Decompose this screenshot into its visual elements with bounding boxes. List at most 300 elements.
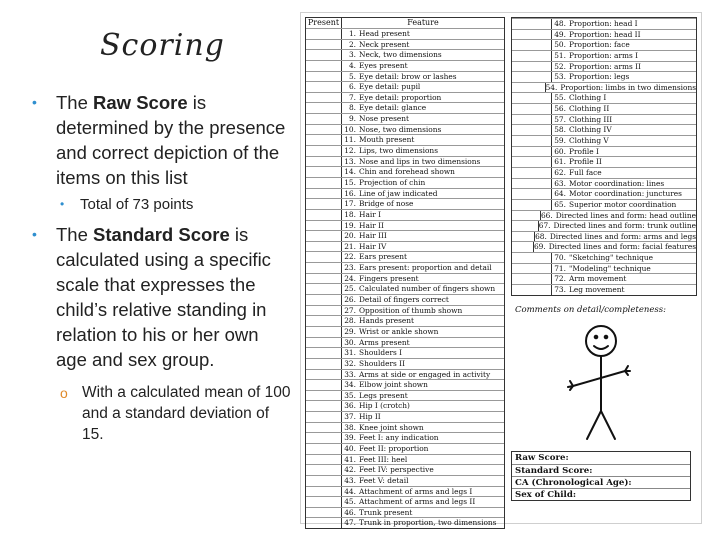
item-feature: Eye detail: brow or lashes	[359, 71, 457, 81]
present-cell	[512, 221, 539, 231]
present-cell	[306, 93, 342, 103]
table-row	[306, 209, 504, 220]
present-cell	[306, 465, 342, 475]
table-row	[512, 135, 696, 146]
item-number: 1.	[348, 29, 356, 38]
bullet-standard-score	[30, 222, 292, 372]
table-row	[306, 283, 504, 294]
present-cell	[512, 274, 552, 284]
item-feature: Nose present	[359, 114, 409, 124]
table-row	[512, 167, 696, 178]
scoring-table-image	[300, 12, 702, 528]
item-feature: Trunk in proportion, two dimensions	[359, 518, 497, 528]
item-number: 62.	[554, 167, 566, 177]
item-number: 48.	[554, 19, 566, 28]
item-number: 57.	[554, 114, 566, 124]
present-cell	[306, 316, 342, 326]
item-number: 18.	[344, 209, 356, 219]
item-feature: Directed lines and form: facial features	[548, 242, 696, 252]
item-feature: Proportion: arms I	[569, 50, 639, 60]
table-row	[306, 294, 504, 305]
header-present: Present	[306, 18, 342, 28]
present-cell	[306, 274, 342, 284]
item-number: 26.	[344, 295, 356, 305]
present-cell	[306, 146, 342, 156]
table-row	[512, 231, 696, 242]
present-cell	[306, 433, 342, 443]
table-row	[306, 305, 504, 316]
item-number: 27.	[344, 305, 356, 315]
item-number: 43.	[344, 475, 356, 485]
present-cell	[306, 178, 342, 188]
item-feature: Clothing III	[569, 114, 613, 124]
item-number: 30.	[344, 337, 356, 347]
item-number: 50.	[554, 40, 566, 50]
present-cell	[306, 263, 342, 273]
stick-figure-drawing	[563, 311, 653, 451]
bullet2-pre: The	[56, 224, 94, 245]
item-number: 11.	[344, 135, 356, 145]
table-row	[512, 178, 696, 189]
item-number: 56.	[554, 104, 566, 114]
present-cell	[306, 40, 342, 50]
item-feature: Proportion: legs	[569, 72, 630, 82]
item-feature: Hip I (crotch)	[359, 401, 410, 411]
item-number: 23.	[344, 263, 356, 273]
present-cell	[306, 295, 342, 305]
item-number: 49.	[554, 29, 566, 39]
table-row	[306, 166, 504, 177]
item-feature: Superior motor coordination	[569, 199, 677, 209]
table-row	[306, 315, 504, 326]
item-feature: Head present	[359, 29, 410, 38]
item-feature: Eye detail: proportion	[359, 92, 442, 102]
item-number: 36.	[344, 401, 356, 411]
item-feature: Eye detail: glance	[359, 103, 427, 113]
table-header	[306, 18, 504, 28]
bullet-dot-icon: •	[60, 197, 65, 211]
present-cell	[306, 167, 342, 177]
item-feature: Shoulders II	[359, 358, 406, 368]
table-row	[512, 263, 696, 274]
item-number: 7.	[348, 92, 356, 102]
present-cell	[512, 179, 552, 189]
table-row	[306, 71, 504, 82]
item-feature: Hip II	[359, 412, 381, 422]
table-row	[306, 273, 504, 284]
table-row	[512, 188, 696, 199]
slide-title: Scoring	[100, 28, 225, 63]
table-row	[306, 379, 504, 390]
item-number: 73.	[554, 285, 566, 295]
item-feature: Arm movement	[569, 274, 627, 284]
sub-bullet-total	[30, 194, 292, 216]
present-cell	[306, 518, 342, 528]
item-number: 68.	[535, 231, 547, 241]
present-cell	[512, 264, 552, 274]
item-feature: Feet V: detail	[359, 475, 409, 485]
present-cell	[306, 508, 342, 518]
table-row	[306, 517, 504, 528]
item-feature: Motor coordination: junctures	[569, 189, 682, 199]
table-row	[306, 443, 504, 454]
table-row	[512, 103, 696, 114]
table-row	[306, 198, 504, 209]
item-number: 34.	[344, 380, 356, 390]
item-number: 53.	[554, 72, 566, 82]
item-number: 64.	[554, 189, 566, 199]
present-cell	[512, 51, 552, 61]
table-row	[512, 273, 696, 284]
item-number: 60.	[554, 146, 566, 156]
item-feature: "Modeling" technique	[569, 263, 651, 273]
present-cell	[512, 93, 552, 103]
present-cell	[512, 157, 552, 167]
table-row	[306, 124, 504, 135]
present-cell	[512, 104, 552, 114]
item-number: 24.	[344, 273, 356, 283]
item-number: 4.	[348, 60, 356, 70]
item-feature: Trunk present	[359, 507, 413, 517]
item-feature: Chin and forehead shown	[359, 167, 455, 177]
table-row	[306, 251, 504, 262]
item-feature: Hair I	[359, 209, 382, 219]
present-cell	[306, 338, 342, 348]
present-cell	[306, 135, 342, 145]
item-number: 5.	[348, 71, 356, 81]
item-number: 35.	[344, 390, 356, 400]
present-cell	[512, 168, 552, 178]
item-feature: Directed lines and form: trunk outline	[553, 221, 696, 231]
present-cell	[306, 210, 342, 220]
present-cell	[512, 83, 546, 93]
item-number: 21.	[344, 241, 356, 251]
table-row	[306, 454, 504, 465]
item-feature: Hair IV	[359, 241, 387, 251]
bullet1-pre: The	[56, 92, 94, 113]
item-feature: Clothing IV	[569, 125, 612, 135]
item-number: 22.	[344, 252, 356, 262]
bullet1-post: is determined by the presence and correct depiction of the items on this list	[56, 92, 286, 188]
score-field-label: Sex of Child:	[512, 488, 690, 500]
item-feature: Feet I: any indication	[359, 433, 439, 443]
table-row	[306, 411, 504, 422]
table-row	[306, 230, 504, 241]
table-row	[306, 188, 504, 199]
bullet2-bold: Standard Score	[93, 224, 230, 245]
item-feature: "Sketching" technique	[569, 253, 654, 263]
item-number: 66.	[540, 210, 553, 220]
table-row	[512, 156, 696, 167]
item-number: 38.	[344, 422, 356, 432]
present-cell	[512, 30, 552, 40]
item-feature: Profile I	[569, 146, 599, 156]
table-row	[512, 252, 696, 263]
item-number: 41.	[344, 454, 356, 464]
table-row	[306, 400, 504, 411]
score-summary-box	[511, 451, 691, 501]
table-row	[306, 358, 504, 369]
score-field-label: CA (Chronological Age):	[512, 476, 690, 488]
table-row	[306, 432, 504, 443]
table-row	[512, 241, 696, 252]
features-table-left	[305, 17, 505, 529]
table-row	[306, 156, 504, 167]
table-row	[512, 29, 696, 40]
item-feature: Directed lines and form: head outline	[555, 210, 696, 220]
present-cell	[306, 252, 342, 262]
item-feature: Nose, two dimensions	[359, 124, 442, 134]
present-cell	[512, 115, 552, 125]
item-number: 42.	[344, 465, 356, 475]
present-cell	[512, 200, 552, 210]
item-number: 17.	[344, 199, 356, 209]
table-row	[306, 390, 504, 401]
bullet-list	[30, 90, 292, 445]
table-row	[306, 326, 504, 337]
table-row	[512, 92, 696, 103]
score-field-label: Raw Score:	[515, 453, 569, 463]
present-cell	[512, 242, 534, 252]
present-cell	[306, 72, 342, 82]
item-feature: Clothing V	[569, 136, 609, 146]
item-feature: Proportion: head I	[569, 19, 638, 28]
item-number: 9.	[348, 114, 356, 124]
present-cell	[512, 136, 552, 146]
present-cell	[306, 401, 342, 411]
present-cell	[512, 62, 552, 72]
item-number: 61.	[554, 157, 566, 167]
table-row	[512, 220, 696, 231]
present-cell	[306, 103, 342, 113]
item-feature: Profile II	[569, 157, 602, 167]
table-row	[306, 262, 504, 273]
table-row	[512, 18, 696, 29]
present-cell	[306, 29, 342, 39]
present-cell	[306, 221, 342, 231]
item-number: 52.	[554, 61, 566, 71]
item-number: 33.	[344, 369, 356, 379]
table-row	[512, 82, 696, 93]
item-feature: Hands present	[359, 316, 415, 326]
item-number: 69.	[533, 242, 546, 252]
item-number: 19.	[344, 220, 356, 230]
present-cell	[306, 306, 342, 316]
item-feature: Calculated number of fingers shown	[359, 284, 496, 294]
item-number: 58.	[554, 125, 566, 135]
table-row	[512, 210, 696, 221]
present-cell	[512, 147, 552, 157]
present-cell	[306, 50, 342, 60]
features-table-right	[511, 17, 697, 296]
present-cell	[306, 327, 342, 337]
score-field-label: Standard Score:	[512, 464, 690, 476]
item-number: 72.	[554, 274, 566, 284]
item-number: 63.	[554, 178, 566, 188]
item-feature: Opposition of thumb shown	[359, 305, 463, 315]
present-cell	[306, 82, 342, 92]
item-number: 40.	[344, 443, 356, 453]
present-cell	[306, 455, 342, 465]
table-row	[306, 422, 504, 433]
item-feature: Detail of fingers correct	[359, 295, 449, 305]
present-cell	[306, 497, 342, 507]
present-cell	[306, 359, 342, 369]
sub1-text: Total of 73 points	[80, 196, 194, 213]
item-feature: Neck present	[359, 39, 410, 49]
table-row	[512, 71, 696, 82]
present-cell	[306, 487, 342, 497]
table-row	[306, 177, 504, 188]
bullet-dot-icon: •	[32, 226, 37, 242]
item-feature: Attachment of arms and legs II	[359, 497, 476, 507]
item-feature: Ears present: proportion and detail	[359, 263, 492, 273]
bullet1-bold: Raw Score	[93, 92, 188, 113]
item-number: 51.	[554, 50, 566, 60]
table-row	[512, 199, 696, 210]
table-row	[306, 475, 504, 486]
item-feature: Attachment of arms and legs I	[359, 486, 473, 496]
item-feature: Projection of chin	[359, 177, 426, 187]
table-row	[512, 284, 696, 295]
present-cell	[306, 242, 342, 252]
item-feature: Full face	[569, 167, 602, 177]
present-cell	[512, 232, 535, 242]
item-feature: Knee joint shown	[359, 422, 424, 432]
item-feature: Leg movement	[569, 285, 625, 295]
item-feature: Hair III	[359, 231, 387, 241]
item-feature: Neck, two dimensions	[359, 50, 442, 60]
sub-bullet-mean	[30, 382, 292, 445]
item-number: 31.	[344, 348, 356, 358]
item-number: 25.	[344, 284, 356, 294]
table-row	[306, 39, 504, 50]
present-cell	[306, 125, 342, 135]
present-cell	[306, 61, 342, 71]
present-cell	[306, 189, 342, 199]
item-number: 70.	[554, 253, 566, 263]
item-feature: Feet II: proportion	[359, 443, 429, 453]
table-row	[306, 113, 504, 124]
bullet-raw-score	[30, 90, 292, 190]
item-number: 16.	[344, 188, 356, 198]
item-feature: Feet IV: perspective	[359, 465, 434, 475]
item-number: 8.	[348, 103, 356, 113]
bullet2-post: is calculated using a specific scale that expresses the child’s relative standing in relation to his or her own age and sex group.	[56, 224, 271, 370]
present-cell	[306, 444, 342, 454]
item-feature: Hair II	[359, 220, 384, 230]
item-number: 2.	[348, 39, 356, 49]
present-cell	[512, 285, 552, 295]
table-row	[306, 241, 504, 252]
table-row	[306, 49, 504, 60]
table-row	[306, 337, 504, 348]
item-number: 15.	[344, 177, 356, 187]
present-cell	[306, 157, 342, 167]
present-cell	[512, 19, 552, 29]
present-cell	[306, 114, 342, 124]
header-feature: Feature	[407, 18, 439, 27]
present-cell	[306, 380, 342, 390]
table-row	[306, 102, 504, 113]
present-cell	[512, 125, 552, 135]
item-number: 47.	[344, 518, 356, 528]
present-cell	[512, 253, 552, 263]
table-row	[512, 124, 696, 135]
item-number: 59.	[554, 136, 566, 146]
table-row	[306, 28, 504, 39]
bullet-dot-icon: •	[32, 94, 37, 110]
table-row	[306, 92, 504, 103]
item-number: 65.	[554, 199, 566, 209]
table-row	[512, 39, 696, 50]
item-feature: Proportion: limbs in two dimensions	[560, 82, 696, 92]
item-feature: Feet III: heel	[359, 454, 408, 464]
item-feature: Arms present	[359, 337, 410, 347]
table-row	[306, 347, 504, 358]
item-feature: Clothing II	[569, 104, 610, 114]
present-cell	[512, 72, 552, 82]
table-row	[512, 61, 696, 72]
table-row	[512, 114, 696, 125]
item-feature: Proportion: arms II	[569, 61, 641, 71]
item-feature: Fingers present	[359, 273, 419, 283]
item-feature: Lips, two dimensions	[359, 146, 438, 156]
item-feature: Bridge of nose	[359, 199, 414, 209]
item-feature: Eyes present	[359, 60, 408, 70]
present-cell	[306, 412, 342, 422]
item-feature: Proportion: face	[569, 40, 630, 50]
present-cell	[512, 211, 541, 221]
item-feature: Nose and lips in two dimensions	[359, 156, 481, 166]
item-number: 67.	[538, 221, 551, 231]
item-feature: Mouth present	[359, 135, 415, 145]
item-number: 37.	[344, 412, 356, 422]
item-number: 71.	[554, 263, 566, 273]
present-cell	[306, 284, 342, 294]
table-row	[306, 145, 504, 156]
present-cell	[306, 476, 342, 486]
item-number: 54.	[545, 82, 558, 92]
table-row	[306, 220, 504, 231]
item-number: 3.	[348, 50, 356, 60]
item-feature: Motor coordination: lines	[569, 178, 665, 188]
sub2-text: With a calculated mean of 100 and a standard deviation of 15.	[82, 384, 291, 443]
item-feature: Arms at side or engaged in activity	[359, 369, 491, 379]
item-feature: Proportion: head II	[569, 29, 641, 39]
table-row	[306, 369, 504, 380]
table-row	[512, 50, 696, 61]
item-number: 39.	[344, 433, 356, 443]
item-number: 45.	[344, 497, 356, 507]
present-cell	[306, 199, 342, 209]
circle-bullet-icon: o	[60, 385, 68, 401]
item-number: 20.	[344, 231, 356, 241]
item-feature: Legs present	[359, 390, 408, 400]
item-number: 14.	[344, 167, 356, 177]
comments-label: Comments on detail/completeness:	[515, 305, 666, 315]
present-cell	[306, 231, 342, 241]
item-number: 29.	[344, 326, 356, 336]
item-number: 32.	[344, 358, 356, 368]
item-feature: Elbow joint shown	[359, 380, 428, 390]
present-cell	[306, 391, 342, 401]
table-row	[306, 464, 504, 475]
item-feature: Clothing I	[569, 93, 607, 103]
item-number: 46.	[344, 507, 356, 517]
item-number: 13.	[344, 156, 356, 166]
present-cell	[512, 40, 552, 50]
